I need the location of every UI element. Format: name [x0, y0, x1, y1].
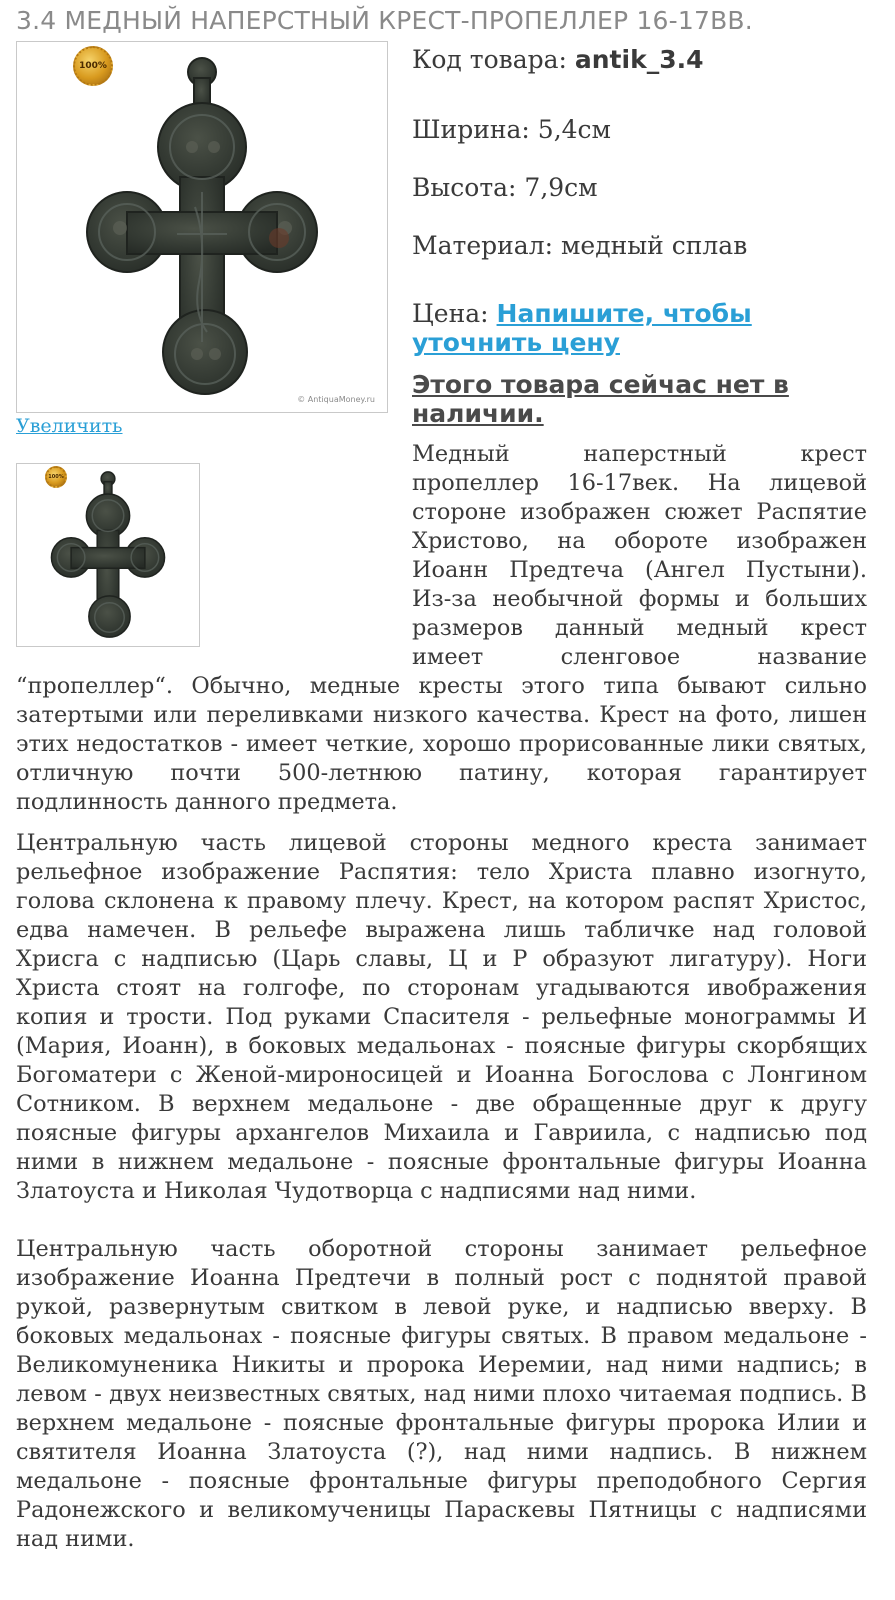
- zoom-link[interactable]: Увеличить: [16, 415, 123, 437]
- badge-text: 100%: [79, 61, 107, 71]
- product-gallery: [16, 41, 388, 647]
- price-label: Цена:: [412, 299, 497, 328]
- product-height: Высота: 7,9см: [412, 173, 598, 202]
- product-material: Материал: медный сплав: [412, 231, 748, 260]
- cross-thumbnail: [17, 464, 199, 646]
- product-page: [16, 0, 867, 1554]
- authenticity-badge: [73, 46, 113, 86]
- thumbnail-image[interactable]: [16, 463, 200, 647]
- availability-status: Этого товара сейчас нет в наличии.: [412, 370, 789, 428]
- description-paragraph-3: Центральную часть оборотной стороны занимает рельефное изображение Иоанна Предтечи в полный рост с поднятой правой рукой, развернутым свитком в левой руке, и надписью вверху. В боковых медальонах - поясные фигуры святых. В правом медальоне - Великомуненика Никиты и пророка Иеремии, над ними надпись; в левом - двух неизвестных святых, над ними плохо читаемая подпись. В верхнем медальоне - поясные фронтальные фигуры пророка Илии и святителя Иоанна Златоуста (?), над ними надпись. В нижнем медальоне - поясные фронтальные фигуры преподобного Сергия Радонежского и великомученицы Параскевы Пятницы с надписями над ними.: [16, 1236, 867, 1552]
- image-watermark: © AntiquaMoney.ru: [297, 395, 375, 404]
- main-product-image[interactable]: [16, 41, 388, 413]
- cross-image-front: [17, 42, 387, 412]
- description-paragraph-2: Центральную часть лицевой стороны медного креста занимает рельефное изображение Распятия: тело Христа плавно изогнуто, голова склонена к правому плечу. Крест, на котором распят Христос, едва намечен. В рельефе выражена лишь табличке над головой Хрисга с надписью (Царь славы, Ц и Р образуют лигатуру). Ноги Христа стоят на голгофе, по сторонам угадываются ивображения копия и трости. Под руками Спасителя - рельефные монограммы И (Мария, Иоанн), в боковых медальонах - поясные фигуры скорбящих Богоматери с Женой-мироносицей и Иоанна Богослова с Лонгином Сотником. В верхнем медальоне - две обращенные друг к другу поясные фигуры архангелов Михаила и Гавриила, с надписью под ними в нижнем медальоне - поясные фронтальные фигуры Иоанна Златоуста и Николая Чудотворца с надписями над ними.: [16, 830, 867, 1204]
- product-code-label: Код товара:: [412, 45, 575, 74]
- thumbnail-badge: 100%: [45, 466, 67, 488]
- product-title: 3.4 МЕДНЫЙ НАПЕРСТНЫЙ КРЕСТ-ПРОПЕЛЛЕР 16-17ВВ.: [16, 6, 753, 35]
- product-width: Ширина: 5,4см: [412, 115, 611, 144]
- product-code-value: antik_3.4: [574, 45, 704, 74]
- price-inquiry-link[interactable]: Напишите, чтобы уточнить цену: [412, 299, 752, 357]
- description-paragraph-1: Медный наперстный крест пропеллер 16-17век. На лицевой стороне изображен сюжет Распятие Христово, на обороте изображен Иоанн Предтеча (Ангел Пустыни). Из-за необычной формы и больших размеров данный медный крест имеет сленговое название “пропеллер“. Обычно, медные кресты этого типа бывают сильно затертыми или переливками низкого качества. Крест на фото, лишен этих недостатков - имеет четкие, хорошо прорисованные лики святых, отличную почти 500-летнюю патину, которая гарантирует подлинность данного предмета.: [16, 441, 867, 815]
